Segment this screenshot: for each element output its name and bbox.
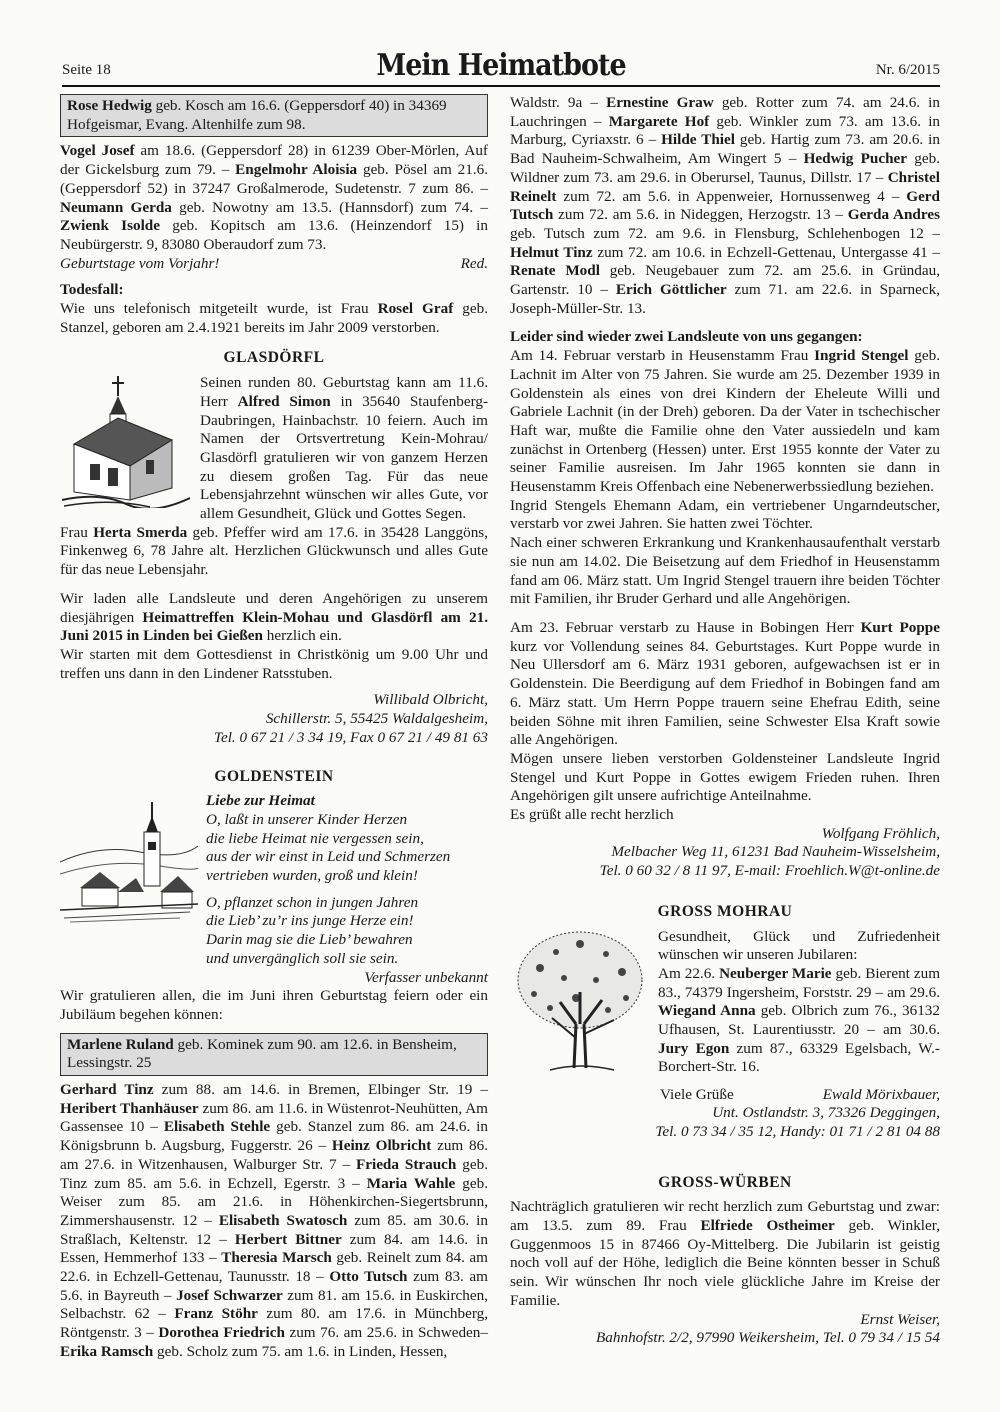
- obituary-stengel: [510, 347, 940, 497]
- box-name: Marlene Ruland: [67, 1035, 174, 1053]
- glasdoerfl-text: [200, 374, 488, 524]
- person-name: Margarete Hof: [608, 112, 710, 130]
- signature-froehlich: [510, 825, 940, 881]
- text-segment: zum 71. am 22.6. in Sparneck, Joseph-Müller-Str. 13.: [510, 281, 940, 317]
- person-name: Maria Wahle: [366, 1174, 456, 1192]
- text-segment: geb. Neugebauer zum 72. am 25.6. in Gründau, Gartenstr. 10 –: [510, 262, 940, 299]
- birthday-list-continued: [510, 94, 940, 318]
- text-segment: geb. Bierent zum 83., 74379 Ingersheim, Forststr. 29 – am 29.6.: [658, 964, 941, 1001]
- person-name: Ernestine Graw: [606, 94, 714, 111]
- text-segment: Am 22.6.: [658, 964, 720, 982]
- viele-gruesse: Viele Grüße: [660, 1085, 734, 1103]
- sig-line: Willibald Olbricht,: [373, 691, 488, 709]
- todesfall-text: [60, 300, 488, 337]
- poem-line: aus der wir einst in Leid und Schmerzen: [206, 848, 451, 866]
- person-name: Theresia Marsch: [221, 1249, 332, 1267]
- herta-smerda-text: [60, 524, 488, 580]
- text-segment: zum 86. am 11.6. in Wüstenrot-Neuhütten, Am Gassensee 10 –: [60, 1099, 488, 1136]
- condolence-text: Mögen unsere lieben verstorben Goldensteiner Landsleute Ingrid Stengel und Kurt Poppe in Gottes ewigem Frieden ruhen. Ihren Angehörigen gilt unsere aufrichtige Anteilnahme.: [510, 749, 940, 805]
- text-segment: Gesundheit, Glück und Zufriedenheit wünschen wir unseren Jubilaren:: [658, 927, 940, 964]
- sig-line: Unt. Ostlandstr. 3, 73326 Deggingen,: [712, 1104, 940, 1122]
- person-name: Otto Tutsch: [329, 1268, 408, 1286]
- obituary-title: Leider sind wieder zwei Landsleute von uns gegangen:: [510, 328, 863, 346]
- person-name: Elisabeth Stehle: [163, 1118, 271, 1136]
- text-segment: geb. Stanzel zum 86. am 24.6. in Königsbrunn b. Augsburg, Fuggerstr. 26 –: [60, 1118, 488, 1155]
- sig-line: Tel. 0 73 34 / 35 12, Handy: 01 71 / 2 81 04 88: [655, 1122, 940, 1140]
- person-name: Dorothea Friedrich: [158, 1324, 285, 1342]
- poem-line: O, pflanzet schon in jungen Jahren: [206, 893, 419, 911]
- greeting-text: Es grüßt alle recht herzlich: [510, 806, 674, 824]
- sig-line: Bahnhofstr. 2/2, 97990 Weikersheim, Tel. 0 79 34 / 15 54: [596, 1329, 940, 1347]
- poem-line: Darin mag sie die Lieb’ bewahren: [206, 931, 413, 949]
- person-name: Heinz Olbricht: [331, 1137, 432, 1155]
- poem-line: vertrieben wurden, groß und klein!: [206, 867, 418, 885]
- poem-line: die Lieb’ zu’r ins junge Herze ein!: [206, 912, 414, 930]
- text-segment: herzlich ein.: [262, 627, 342, 645]
- obituary-stengel-3: Nach einer schweren Erkrankung und Krankenhausaufenthalt verstarb sie nun am 14.02. Die Beisetzung auf dem Friedhof in Heusenstamm fand am 06. März statt. Um Ingrid Stengel trauern ihre beiden Töchter mit Familien, ihr Bruder Gerhard und alle Angehörigen.: [510, 534, 940, 608]
- sig-line: Melbacher Weg 11, 61231 Bad Nauheim-Wisselsheim,: [611, 843, 940, 861]
- person-name: Hilde Thiel: [661, 131, 735, 149]
- poem-line: und unvergänglich soll sie sein.: [206, 949, 399, 967]
- text-segment: geb. Rotter zum 74. am 24.6. in Lauchringen –: [510, 94, 940, 130]
- box-text: geb. Kominek zum 90. am 12.6. in Bensheim, Lessingstr. 25: [67, 1035, 457, 1072]
- highlight-box-rose-hedwig: [60, 94, 488, 137]
- issue-number: Nr. 6/2015: [875, 62, 940, 78]
- obituary-stengel-2: Ingrid Stengels Ehemann Adam, ein vertriebener Ungarndeutscher, verstarb vor zwei Jahren. Sie hatten zwei Töchter.: [510, 496, 940, 533]
- signature-weiser: [510, 1311, 940, 1348]
- text-segment: geb. Lachnit im Alter von 75 Jahren. Sie wurde am 25. Dezember 1939 in Goldenstein als eines von drei Kindern der Eheleute Willi und Gabriele Lachnit (in der Dreh) geboren. Da der Vater in tschechischer Haft war, mußte die Familie ohne den Vater aussiedeln und kam zunächst in Ortenberg (Hessen) unter. Erst 1955 konnte der Vater zu seiner Familie ausreisen. Im Jahr 1965 konnten sie dann in Heusenstamm Kreis Offenbach eine Nebenerwerbssiedlung beziehen.: [510, 347, 940, 496]
- gottesdienst-text: Wir starten mit dem Gottesdienst in Christkönig um 9.00 Uhr und treffen uns dann in den Lindener Ratsstuben.: [60, 645, 488, 682]
- text-segment: Wir laden alle Landsleute und deren Angehörigen zu unserem diesjährigen: [60, 589, 488, 626]
- person-name: Elfriede Ostheimer: [700, 1217, 835, 1235]
- sig-line: Tel. 0 67 21 / 3 34 19, Fax 0 67 21 / 49 81 63: [213, 728, 488, 746]
- text-segment: geb. Winkler zum 73. am 13.6. in Marburg, Cyriaxstr. 6 –: [510, 112, 941, 149]
- text-segment: geb. Tutsch zum 72. am 9.6. in Flensburg, Schlehenbogen 12 –: [510, 224, 940, 242]
- todesfall-title: Todesfall:: [60, 281, 124, 299]
- person-name: Neuberger Marie: [719, 964, 832, 982]
- poem: [206, 792, 450, 968]
- person-name: Wiegand Anna: [658, 1002, 756, 1020]
- text-segment: zum 85. am 30.6. in Straßlach, Keltenstr. 12 –: [60, 1211, 488, 1248]
- birthday-list-june: [60, 1081, 488, 1362]
- section-title-gross-mohrau: GROSS MOHRAU: [657, 902, 793, 920]
- person-name: Heimattreffen Klein-Mohau und Glasdörfl am 21. Juni 2015 in Linden bei Gießen: [60, 608, 488, 645]
- text-segment: zum 83. am 5.6. in Bayreuth –: [60, 1268, 488, 1304]
- person-name: Josef Schwarzer: [176, 1286, 283, 1304]
- text-segment: am 18.6. (Geppersdorf 28) in 61239 Ober-Mörlen, Auf der Gickelsburg zum 79. –: [60, 142, 488, 179]
- text-segment: zum 76. am 25.6. in Schweden–: [284, 1324, 488, 1342]
- box-text: geb. Kosch am 16.6. (Geppersdorf 40) in 34369 Hofgeismar, Evang. Altenhilfe zum 98.: [67, 97, 447, 133]
- person-name: Alfred Simon: [237, 392, 331, 410]
- text-segment: zum 84. am 14.6. in Essen, Hemmerhof 133 –: [60, 1230, 488, 1267]
- sig-line: Ernst Weiser,: [860, 1310, 940, 1328]
- text-segment: Waldstr. 9a –: [510, 94, 607, 111]
- section-title-glasdoerfl: GLASDÖRFL: [223, 349, 325, 367]
- text-segment: zum 72. am 5.6. in Appenweier, Hornussenweg 4 –: [556, 187, 907, 205]
- person-name: Engelmohr Aloisia: [235, 161, 358, 179]
- text-segment: geb. Pösel am 21.6. (Geppersdorf 52) in 37247 Großalmerode, Sudetenstr. 7 zum 86. –: [60, 161, 488, 197]
- text-segment: Nachträglich gratulieren wir recht herzlich zum Geburtstag und zwar: am 13.5. zum 89. Frau: [510, 1198, 940, 1235]
- chapel-illustration: [60, 374, 192, 508]
- text-segment: geb. Hartig zum 73. am 20.6. in Bad Nauheim-Schwalheim, Am Wingert 5 –: [510, 131, 940, 168]
- obituary-poppe: [510, 619, 940, 750]
- signature-moerixbauer: [510, 1104, 940, 1141]
- text-segment: Am 23. Februar verstarb zu Hause in Bobingen Herr: [510, 618, 861, 636]
- text-segment: Frau: [60, 523, 94, 541]
- sig-name: Ewald Mörixbauer,: [822, 1085, 940, 1103]
- heimattreffen-invite: [60, 590, 488, 646]
- person-name: Erich Göttlicher: [615, 281, 727, 299]
- person-name: Gerd Tutsch: [510, 187, 940, 224]
- person-name: Erika Ramsch: [60, 1342, 154, 1360]
- person-name: Vogel Josef: [60, 142, 135, 160]
- page-header: [62, 50, 940, 88]
- sig-line: Schillerstr. 5, 55425 Waldalgesheim,: [265, 710, 488, 728]
- gross-mohrau-block: [510, 928, 940, 1078]
- person-name: Renate Modl: [510, 262, 600, 280]
- gratulieren-text: Wir gratulieren allen, die im Juni ihren Geburtstag feiern oder ein Jubiläum begehen können:: [60, 987, 488, 1023]
- text-segment: geb. Nowotny am 13.5. (Hannsdorf) zum 74. –: [171, 198, 488, 216]
- gross-mohrau-signoff: [510, 1086, 940, 1105]
- text-segment: geb. Stanzel, geboren am 2.4.1921 bereits im Jahr 2009 verstorben.: [60, 300, 488, 336]
- text-segment: geb. Olbrich zum 76., 36132 Ufhausen, St. Laurentiusstr. 20 – am 30.6.: [658, 1002, 940, 1039]
- page-number: Seite 18: [62, 62, 111, 78]
- poem-author: Verfasser unbekannt: [364, 968, 488, 986]
- sig-line: Tel. 0 60 32 / 8 11 97, E-mail: Froehlich.W@t-online.de: [599, 862, 940, 880]
- person-name: Frieda Strauch: [355, 1155, 457, 1173]
- text-segment: zum 87., 63329 Egelsbach, W.-Borchert-Str. 16.: [658, 1039, 940, 1076]
- text-segment: Am 14. Februar verstarb in Heusenstamm Frau: [510, 347, 815, 365]
- person-name: Hedwig Pucher: [803, 150, 908, 168]
- text-segment: Wie uns telefonisch mitgeteilt wurde, ist Frau: [60, 300, 378, 318]
- person-name: Herbert Bittner: [234, 1230, 342, 1248]
- person-name: Zwienk Isolde: [60, 217, 160, 235]
- text-segment: zum 86. am 27.6. in Witzenhausen, Walburger Str. 7 –: [60, 1137, 488, 1173]
- sig-line: Wolfgang Fröhlich,: [821, 824, 940, 842]
- poem-line: die liebe Heimat nie vergessen sein,: [206, 829, 424, 847]
- glasdoerfl-block: [60, 374, 488, 524]
- person-name: Herta Smerda: [93, 523, 188, 541]
- text-segment: Seinen runden 80. Geburtstag kann am 11.6. Herr: [200, 374, 488, 410]
- right-column: [510, 94, 940, 1348]
- text-segment: in 35640 Staufenberg-Daubringen, Hainbachstr. 10 feiern. Auch im Namen der Ortsvertretung Kein-Mohrau/ Glasdörfl gratulieren wir von ganzem Herzen zu diesem großen Tag. Für das neue Lebensjahrzehnt wünschen wir alles Gute, vor allem Gesundheit, Glück und Gottes Segen.: [200, 392, 489, 523]
- vorjahr-note: Geburtstage vom Vorjahr!: [60, 254, 220, 272]
- person-name: Heribert Thanhäuser: [60, 1099, 199, 1117]
- text-segment: geb. Weiser zum 85. am 21.6. in Höhenkirchen-Siegertsbrunn, Zimmershausenstr. 12 –: [60, 1174, 488, 1229]
- editor-sign: Red.: [460, 254, 488, 272]
- section-title-goldenstein: GOLDENSTEIN: [214, 767, 334, 785]
- person-name: Helmut Tinz: [510, 243, 593, 261]
- text-segment: geb. Winkler, Guggenmoos 15 in 87466 Oy-Mittelberg. Die Jubilarin ist geistig noch voll auf der Höhe, lediglich die Beine könnten besser in Schuß sein. Wir wünschen Ihr noch viele glückliche Jahre im Kreise der Familie.: [510, 1217, 940, 1309]
- text-segment: geb. Wildner zum 73. am 29.6. in Oberursel, Taunus, Dillstr. 17 –: [510, 150, 940, 186]
- gross-wuerben-text: [510, 1198, 940, 1310]
- person-name: Kurt Poppe: [860, 618, 940, 636]
- text-segment: zum 81. am 15.6. in Euskirchen, Selbachstr. 62 –: [60, 1286, 488, 1323]
- town-illustration: [60, 792, 198, 924]
- text-segment: zum 80. am 17.6. in Münchberg, Röntgenstr. 3 –: [60, 1305, 488, 1342]
- masthead-title: Mein Heimatbote: [376, 48, 626, 83]
- goldenstein-poem-block: [60, 792, 488, 968]
- text-segment: kurz vor Vollendung seines 84. Geburtstages. Kurt Poppe wurde in Neu Ullersdorf am 6. März 1931 geboren, aufgewachsen ist er in Goldenstein. Die Beerdigung auf dem Friedhof in Bobingen fand am 6. März statt. Um Herrn Poppe trauern seine Ehefrau Edith, seine beiden Söhne mit ihren Familien, seine Schwester Elsa Kraft sowie alle Angehörigen.: [510, 637, 940, 749]
- person-name: Franz Stöhr: [174, 1305, 258, 1323]
- text-segment: geb. Pfeffer wird am 17.6. in 35428 Langgöns, Finkenweg 6, 78 Jahre alt. Herzlichen Glückwunsch und alles Gute für das neue Lebensjahr.: [60, 523, 489, 579]
- person-name: Elisabeth Swatosch: [218, 1211, 348, 1229]
- person-name: Ingrid Stengel: [814, 347, 909, 365]
- birthday-list-previous: [60, 142, 488, 254]
- person-name: Rosel Graf: [377, 300, 454, 318]
- text-segment: geb. Kopitsch am 13.6. (Heinzendorf 15) in Neubürgerstr. 9, 83080 Oberaudorf zum 73.: [60, 217, 489, 253]
- text-segment: geb. Reinelt zum 84. am 22.6. in Echzell-Gettenau, Taunusstr. 18 –: [60, 1249, 488, 1286]
- person-name: Christel Reinelt: [510, 168, 940, 205]
- highlight-box-marlene-ruland: [60, 1033, 488, 1076]
- tree-illustration: [510, 928, 650, 1078]
- editor-note: [60, 255, 488, 274]
- header-rule: [62, 85, 940, 87]
- text-segment: zum 72. am 10.6. in Echzell-Gettenau, Untergasse 41 –: [592, 243, 941, 261]
- text-segment: geb. Tinz zum 85. am 5.6. in Echzell, Egerstr. 3 –: [60, 1155, 488, 1192]
- poem-title: Liebe zur Heimat: [206, 792, 315, 810]
- poem-line: O, laßt in unserer Kinder Herzen: [206, 810, 408, 828]
- gross-mohrau-text: [658, 928, 940, 1078]
- section-title-gross-wuerben: GROSS-WÜRBEN: [658, 1173, 792, 1191]
- person-name: Neumann Gerda: [60, 198, 172, 216]
- signature-olbricht: [60, 691, 488, 747]
- box-name: Rose Hedwig: [67, 97, 152, 114]
- person-name: Gerda Andres: [847, 206, 940, 224]
- text-segment: zum 88. am 14.6. in Bremen, Elbinger Str. 19 –: [153, 1081, 488, 1099]
- text-segment: geb. Scholz zum 75. am 1.6. in Linden, Hessen,: [153, 1342, 448, 1360]
- text-segment: zum 72. am 5.6. in Nideggen, Herzogstr. 13 –: [553, 206, 848, 224]
- left-column: [60, 94, 488, 1362]
- person-name: Jury Egon: [658, 1039, 730, 1057]
- person-name: Gerhard Tinz: [60, 1081, 154, 1099]
